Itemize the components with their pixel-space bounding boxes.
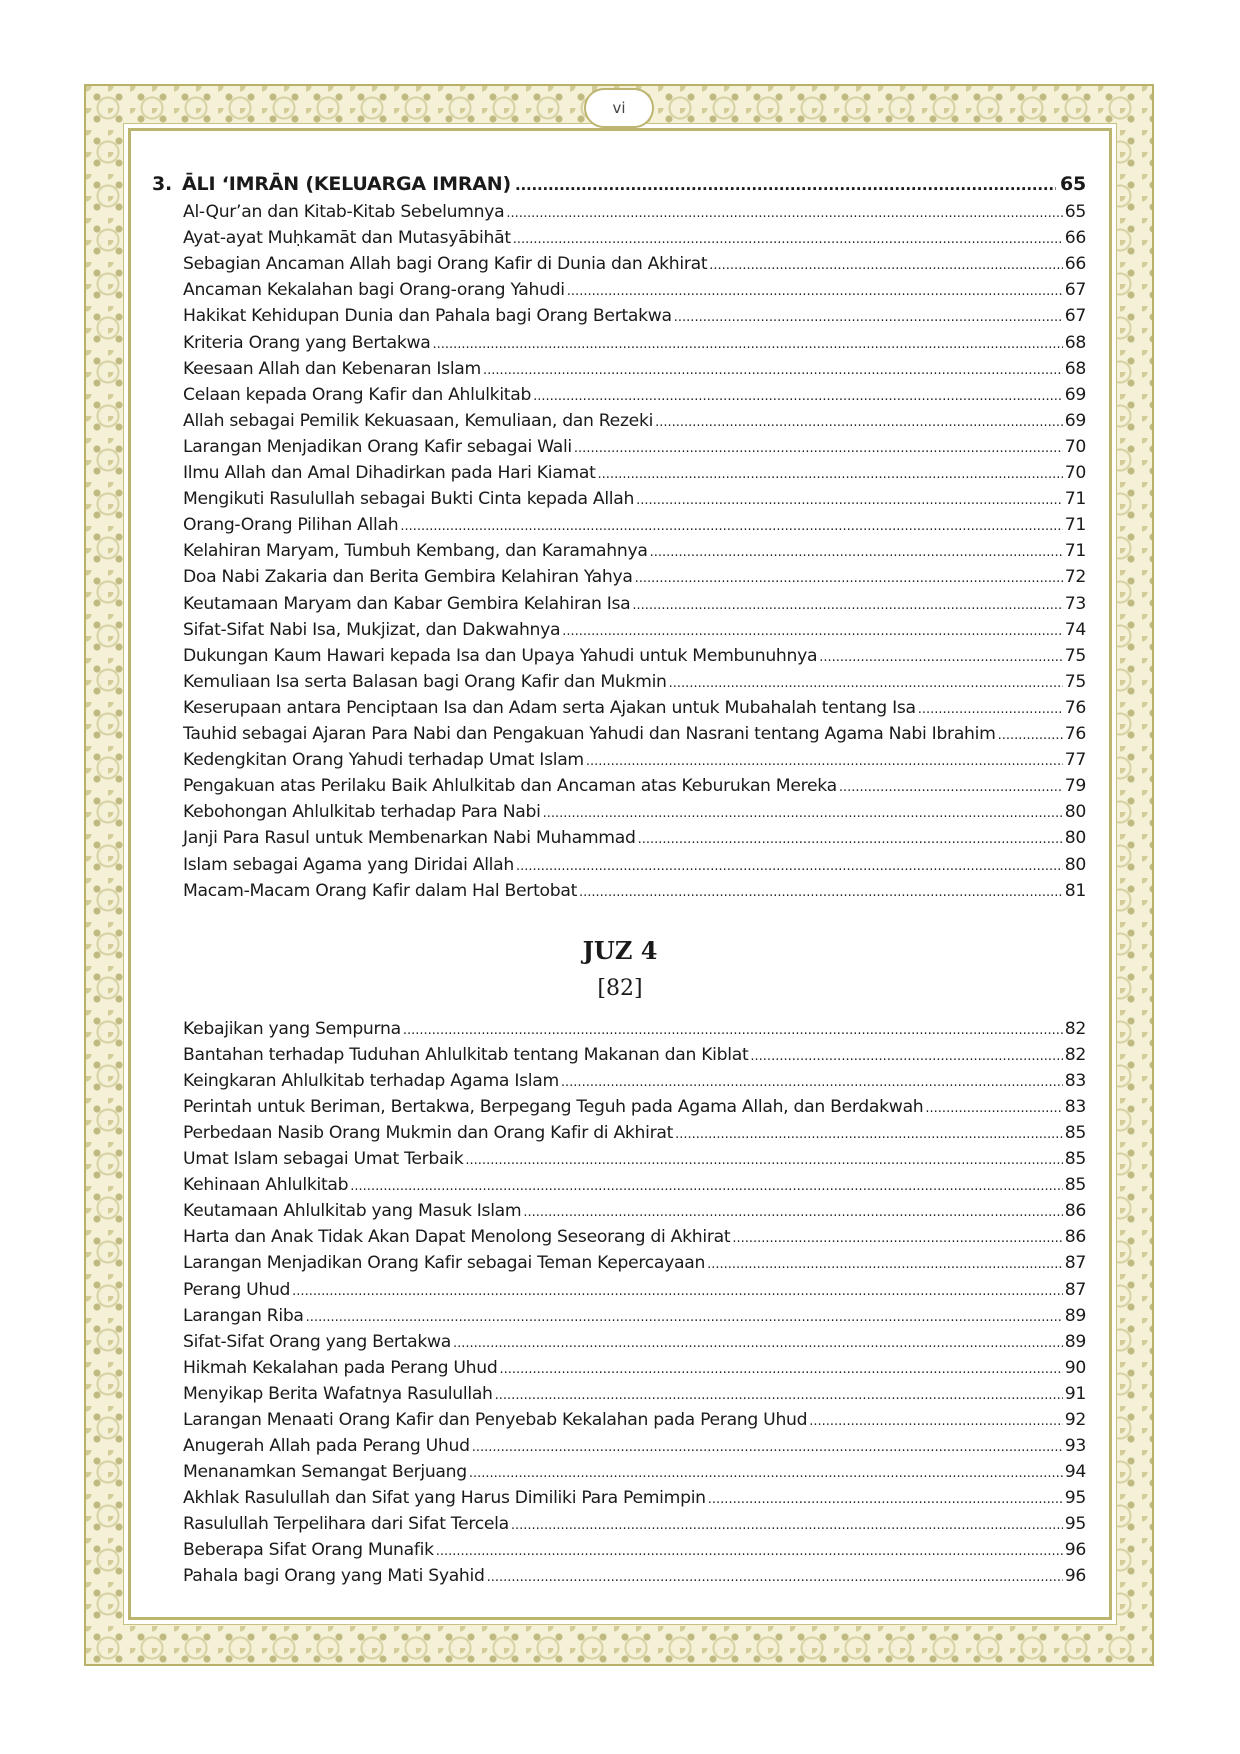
toc-entry-page: 93 (1064, 1435, 1086, 1456)
toc-entry[interactable] (183, 1201, 1086, 1227)
toc-entry-title: Perbedaan Nasib Orang Mukmin dan Orang Kafir di Akhirat (183, 1123, 674, 1144)
toc-entry-title: Beberapa Sifat Orang Munafik (183, 1540, 434, 1560)
toc-entry-page: 75 (1064, 645, 1086, 666)
toc-entry-page: 91 (1064, 1383, 1086, 1404)
toc-entry-title: Keutamaan Ahlulkitab yang Masuk Islam (183, 1201, 522, 1222)
dot-leader (533, 389, 1063, 404)
toc-entry-page: 68 (1064, 358, 1086, 379)
dot-leader (436, 1544, 1063, 1559)
toc-entry[interactable] (183, 515, 1086, 541)
toc-entry-title: Ayat-ayat Muḥkamāt dan Mutasyābihāt (183, 228, 511, 249)
dot-leader (675, 1127, 1063, 1142)
dot-leader (709, 258, 1062, 273)
toc-entry-title: Mengikuti Rasulullah sebagai Bukti Cinta kepada Allah (183, 489, 635, 510)
chapter-heading[interactable] (152, 173, 1086, 203)
toc-entry-page: 86 (1064, 1201, 1086, 1222)
toc-entry-page: 81 (1064, 880, 1086, 901)
toc-entry-title: Dukungan Kaum Hawari kepada Isa dan Upaya Yahudi untuk Membunuhnya (183, 645, 818, 666)
dot-leader (403, 1023, 1063, 1038)
chapter-number: 3. (152, 173, 173, 195)
toc-entry[interactable] (183, 1149, 1086, 1175)
toc-entry-page: 90 (1064, 1357, 1086, 1378)
toc-entry[interactable] (183, 1253, 1086, 1279)
dot-leader (669, 676, 1063, 691)
toc-entry-page: 79 (1064, 776, 1086, 797)
toc-entry[interactable] (183, 280, 1086, 306)
toc-entry-title: Perintah untuk Beriman, Bertakwa, Berpegang Teguh pada Agama Allah, dan Berdakwah (183, 1097, 924, 1118)
toc-entry[interactable] (183, 1175, 1086, 1201)
toc-entry-title: Larangan Riba (183, 1305, 304, 1326)
toc-entry-title: Anugerah Allah pada Perang Uhud (183, 1435, 470, 1456)
toc-entry-title: Kemuliaan Isa serta Balasan bagi Orang Kafir dan Mukmin (183, 671, 667, 692)
toc-entry-title: Islam sebagai Agama yang Diridai Allah (183, 854, 514, 875)
dot-leader (925, 1101, 1062, 1116)
toc-entry-title: Sifat-Sifat Orang yang Bertakwa (183, 1331, 451, 1352)
toc-entry-page: 80 (1064, 828, 1086, 849)
dot-leader (523, 1205, 1062, 1220)
toc-entry-page: 95 (1064, 1513, 1086, 1534)
toc-entry-page: 94 (1064, 1461, 1086, 1482)
toc-entry[interactable] (183, 828, 1086, 854)
toc-entry-page: 73 (1064, 593, 1086, 614)
dot-leader (432, 337, 1062, 352)
dot-leader (561, 1075, 1063, 1090)
toc-entry[interactable] (183, 1358, 1086, 1384)
toc-entry-page: 80 (1064, 802, 1086, 823)
toc-entry-title: Keesaan Allah dan Kebenaran Islam (183, 358, 481, 379)
dot-leader (465, 1153, 1062, 1168)
dot-leader (499, 1362, 1062, 1377)
toc-entry-page: 67 (1064, 280, 1086, 301)
toc-entry-title: Keutamaan Maryam dan Kabar Gembira Kelahiran Isa (183, 593, 631, 614)
toc-entry-title: Doa Nabi Zakaria dan Berita Gembira Kelahiran Yahya (183, 567, 633, 588)
toc-entry[interactable] (183, 750, 1086, 776)
toc-entry[interactable] (183, 541, 1086, 567)
toc-entry[interactable] (183, 646, 1086, 672)
toc-entry-title: Menanamkan Semangat Berjuang (183, 1461, 467, 1482)
toc-entry-page: 82 (1064, 1019, 1086, 1039)
toc-entry[interactable] (183, 1071, 1086, 1097)
toc-entry-title: Tauhid sebagai Ajaran Para Nabi dan Pengakuan Yahudi dan Nasrani tentang Agama Nabi Ibrahim (183, 724, 996, 744)
toc-entry-title: Umat Islam sebagai Umat Terbaik (183, 1149, 464, 1170)
toc-entry-title: Bantahan terhadap Tuduhan Ahlulkitab tentang Makanan dan Kiblat (183, 1045, 749, 1066)
toc-entry-page: 82 (1064, 1045, 1086, 1066)
toc-entry-page: 83 (1064, 1097, 1086, 1118)
dot-leader (350, 1179, 1062, 1194)
dot-leader (495, 1388, 1063, 1403)
dot-leader (809, 1414, 1062, 1429)
toc-entry-title: Keserupaan antara Penciptaan Isa dan Adam serta Ajakan untuk Mubahalah tentang Isa (183, 697, 916, 718)
dot-leader (635, 571, 1063, 586)
toc-entry[interactable] (183, 776, 1086, 802)
dot-leader (732, 1231, 1062, 1246)
dot-leader (400, 519, 1062, 534)
dot-leader (655, 415, 1063, 430)
toc-entry-title: Allah sebagai Pemilik Kekuasaan, Kemuliaan, dan Rezeki (183, 410, 654, 431)
page-number: vi (584, 88, 654, 128)
dot-leader (511, 1518, 1063, 1533)
dot-leader (483, 363, 1063, 378)
juz-page: [82] (597, 976, 643, 1001)
toc-entry[interactable] (183, 489, 1086, 515)
juz-title: JUZ 4 (582, 936, 658, 965)
toc-entry[interactable] (183, 1488, 1086, 1514)
dot-leader (750, 1049, 1062, 1064)
toc-entry-title: Kehinaan Ahlulkitab (183, 1175, 349, 1196)
toc-entry[interactable] (183, 306, 1086, 332)
toc-entry-title: Hikmah Kekalahan pada Perang Uhud (183, 1357, 498, 1378)
chapter-page: 65 (1059, 173, 1086, 195)
toc-entry-title: Kelahiran Maryam, Tumbuh Kembang, dan Karamahnya (183, 541, 648, 562)
toc-entry[interactable] (183, 594, 1086, 620)
toc-entry[interactable] (183, 1540, 1086, 1566)
toc-entry-title: Ancaman Kekalahan bagi Orang-orang Yahudi (183, 280, 565, 301)
toc-entry-title: Sebagian Ancaman Allah bagi Orang Kafir di Dunia dan Akhirat (183, 254, 708, 275)
toc-entry[interactable] (183, 855, 1086, 881)
toc-entry-title: Kedengkitan Orang Yahudi terhadap Umat Islam (183, 750, 584, 771)
toc-entry[interactable] (183, 1410, 1086, 1436)
toc-entry[interactable] (183, 1462, 1086, 1488)
toc-entry-page: 69 (1064, 384, 1086, 405)
toc-entry[interactable] (183, 333, 1086, 359)
toc-entry-title: Celaan kepada Orang Kafir dan Ahlulkitab (183, 384, 532, 405)
toc-entry[interactable] (183, 1045, 1086, 1071)
toc-entry[interactable] (183, 359, 1086, 385)
dot-leader (574, 441, 1063, 456)
toc-entry-page: 75 (1064, 671, 1086, 692)
toc-entry-title: Hakikat Kehidupan Dunia dan Pahala bagi Orang Bertakwa (183, 306, 672, 327)
dot-leader (472, 1440, 1063, 1455)
toc-entry[interactable] (183, 1306, 1086, 1332)
dot-leader (453, 1336, 1063, 1351)
toc-entry-title: Al-Qur’an dan Kitab-Kitab Sebelumnya (183, 202, 505, 222)
toc-entry[interactable] (183, 802, 1086, 828)
toc-entry-page: 72 (1064, 567, 1086, 588)
toc-entry-page: 66 (1064, 228, 1086, 249)
dot-leader (543, 806, 1063, 821)
toc-entry-page: 87 (1064, 1253, 1086, 1274)
toc-entry[interactable] (183, 463, 1086, 489)
dot-leader (636, 493, 1063, 508)
toc-entry-title: Harta dan Anak Tidak Akan Dapat Menolong Seseorang di Akhirat (183, 1227, 731, 1248)
toc-entry[interactable] (183, 385, 1086, 411)
toc-entry-title: Keingkaran Ahlulkitab terhadap Agama Islam (183, 1071, 559, 1092)
toc-entry-page: 71 (1064, 515, 1086, 536)
toc-entry[interactable] (183, 698, 1086, 724)
toc-entry-page: 76 (1064, 724, 1086, 744)
dot-leader (487, 1570, 1063, 1585)
toc-entry[interactable] (183, 437, 1086, 463)
toc-entry[interactable] (183, 1514, 1086, 1540)
toc-entry[interactable] (183, 1566, 1086, 1592)
toc-entry-title: Janji Para Rasul untuk Membenarkan Nabi Muhammad (183, 828, 636, 849)
dot-leader (819, 650, 1062, 665)
toc-entry-title: Macam-Macam Orang Kafir dalam Hal Bertobat (183, 880, 578, 901)
toc-entry-page: 96 (1064, 1540, 1086, 1560)
toc-entry[interactable] (183, 202, 1086, 228)
toc-entry-title: Kriteria Orang yang Bertakwa (183, 332, 431, 353)
dot-leader (707, 1257, 1063, 1272)
toc-entry-page: 68 (1064, 332, 1086, 353)
dot-leader (469, 1466, 1063, 1481)
toc-entry-page: 65 (1064, 202, 1086, 222)
toc-entry-title: Pahala bagi Orang yang Mati Syahid (183, 1566, 485, 1587)
toc-entry-page: 69 (1064, 410, 1086, 431)
toc-entry-title: Larangan Menaati Orang Kafir dan Penyebab Kekalahan pada Perang Uhud (183, 1409, 808, 1430)
toc-entry-title: Pengakuan atas Perilaku Baik Ahlulkitab dan Ancaman atas Keburukan Mereka (183, 776, 837, 797)
toc-entry[interactable] (183, 724, 1086, 750)
toc-entry[interactable] (183, 620, 1086, 646)
dot-leader (998, 728, 1063, 743)
toc-entry-title: Larangan Menjadikan Orang Kafir sebagai Teman Kepercayaan (183, 1253, 706, 1274)
toc-entry-title: Akhlak Rasulullah dan Sifat yang Harus Dimiliki Para Pemimpin (183, 1487, 706, 1508)
toc-entry-page: 70 (1064, 436, 1086, 457)
toc-entry[interactable] (183, 1384, 1086, 1410)
dot-leader (918, 702, 1063, 717)
toc-entry-page: 86 (1064, 1227, 1086, 1248)
toc-entry-page: 96 (1064, 1566, 1086, 1587)
toc-entry-title: Perang Uhud (183, 1279, 291, 1300)
toc-entry[interactable] (183, 254, 1086, 280)
dot-leader (567, 284, 1063, 299)
toc-entry[interactable] (183, 881, 1086, 907)
toc-entry-page: 95 (1064, 1487, 1086, 1508)
toc-entry-page: 74 (1064, 619, 1086, 640)
toc-entry[interactable] (183, 1097, 1086, 1123)
toc-entry-page: 70 (1064, 463, 1086, 483)
toc-entry-title: Kebohongan Ahlulkitab terhadap Para Nabi (183, 802, 541, 823)
dot-leader (708, 1492, 1063, 1507)
toc-entry-page: 92 (1064, 1409, 1086, 1430)
dot-leader (513, 232, 1063, 247)
toc-entry[interactable] (183, 1436, 1086, 1462)
toc-entry[interactable] (183, 228, 1086, 254)
toc-entry[interactable] (183, 1332, 1086, 1358)
toc-entry-title: Kebajikan yang Sempurna (183, 1019, 401, 1039)
dot-leader (632, 598, 1062, 613)
toc-entry-page: 89 (1064, 1305, 1086, 1326)
toc-entry-page: 87 (1064, 1279, 1086, 1300)
dot-leader (562, 624, 1062, 639)
chapter-title: ĀLI ‘IMRĀN (KELUARGA IMRAN) (182, 173, 511, 195)
toc-entry-page: 71 (1064, 541, 1086, 562)
dot-leader (839, 780, 1063, 795)
dot-leader (515, 176, 1056, 194)
toc-entry-page: 85 (1064, 1149, 1086, 1170)
toc-entry-page: 89 (1064, 1331, 1086, 1352)
dot-leader (638, 832, 1063, 847)
dot-leader (598, 467, 1063, 482)
toc-entry[interactable] (183, 1019, 1086, 1045)
toc-entry[interactable] (183, 1280, 1086, 1306)
toc-entry-page: 71 (1064, 489, 1086, 510)
toc-entry-title: Ilmu Allah dan Amal Dihadirkan pada Hari Kiamat (183, 463, 596, 483)
toc-entry-page: 83 (1064, 1071, 1086, 1092)
dot-leader (579, 885, 1063, 900)
dot-leader (674, 310, 1063, 325)
toc-entry-title: Rasulullah Terpelihara dari Sifat Tercela (183, 1513, 509, 1534)
toc-entry[interactable] (183, 411, 1086, 437)
toc-entry-page: 85 (1064, 1175, 1086, 1196)
toc-entry-title: Sifat-Sifat Nabi Isa, Mukjizat, dan Dakwahnya (183, 619, 561, 640)
toc-entry[interactable] (183, 567, 1086, 593)
toc-entry-page: 80 (1064, 854, 1086, 875)
toc-entry-page: 67 (1064, 306, 1086, 327)
dot-leader (506, 206, 1062, 221)
dot-leader (292, 1284, 1063, 1299)
toc-entry-title: Orang-Orang Pilihan Allah (183, 515, 399, 536)
dot-leader (650, 545, 1063, 560)
toc-entry[interactable] (183, 672, 1086, 698)
dot-leader (306, 1310, 1063, 1325)
toc-entry-page: 76 (1064, 697, 1086, 718)
toc-entry[interactable] (183, 1123, 1086, 1149)
toc-entry-title: Larangan Menjadikan Orang Kafir sebagai Wali (183, 436, 572, 457)
toc-entry-page: 66 (1064, 254, 1086, 275)
dot-leader (516, 859, 1063, 874)
toc-entry-page: 77 (1064, 750, 1086, 771)
toc-entry-title: Menyikap Berita Wafatnya Rasulullah (183, 1383, 493, 1404)
dot-leader (586, 754, 1063, 769)
toc-entry-page: 85 (1064, 1123, 1086, 1144)
toc-entry[interactable] (183, 1227, 1086, 1253)
